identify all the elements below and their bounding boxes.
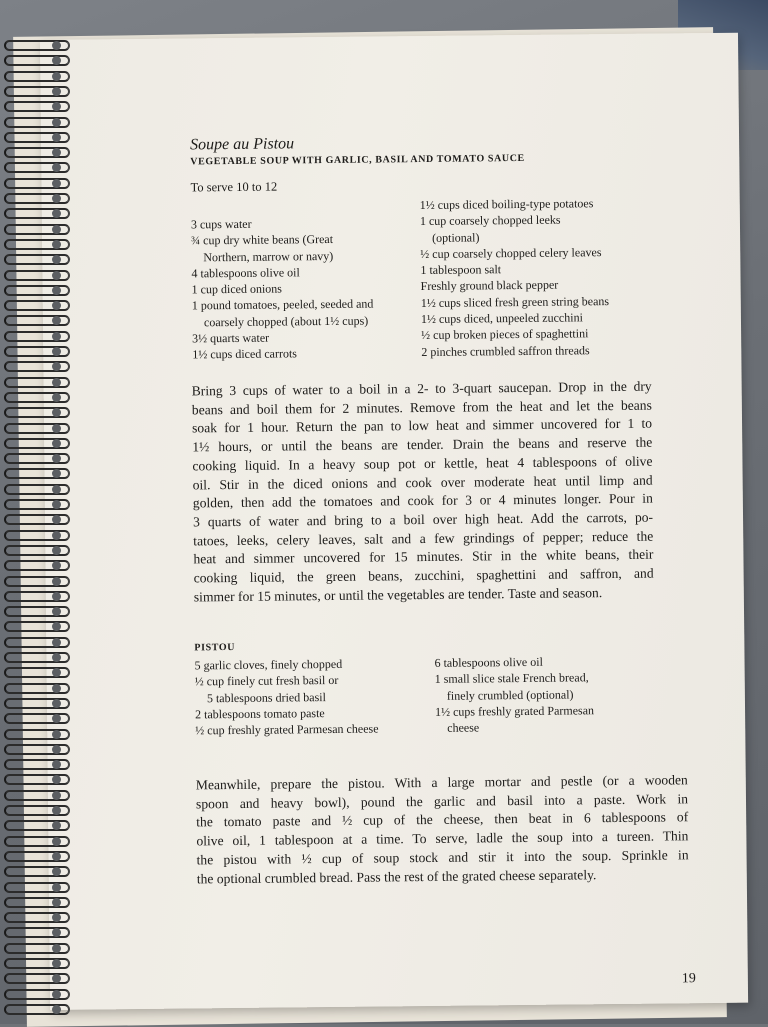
ingredient-line: 3½ quarts water <box>192 330 270 346</box>
ingredient-line: 2 tablespoons tomato paste <box>194 705 325 722</box>
punch-hole <box>52 225 61 234</box>
punch-hole <box>52 87 61 96</box>
text-line: golden, then add the tomatoes and cook for 3 or 4 minutes longer. Pour in <box>192 490 653 511</box>
punch-hole <box>52 332 61 341</box>
punch-hole <box>52 531 61 540</box>
pistou-method <box>196 771 689 888</box>
recipe-subtitle: VEGETABLE SOUP WITH GARLIC, BASIL AND TOMATO SAUCE <box>190 152 525 168</box>
punch-hole <box>52 424 61 433</box>
ingredient-line: Freshly ground black pepper <box>420 278 559 294</box>
ingredient-line: 1½ cups diced carrots <box>192 346 298 362</box>
text-line: Meanwhile, prepare the pistou. With a large mortar and pestle (or a wooden <box>195 772 688 793</box>
ingredient-line: coarsely chopped (about 1½ cups) <box>203 313 369 330</box>
ingredient-list-left <box>191 215 374 364</box>
pistou-heading: PISTOU <box>194 641 236 654</box>
punch-hole <box>52 959 61 968</box>
punch-hole <box>52 990 61 999</box>
punch-hole <box>52 485 61 494</box>
punch-hole <box>52 730 61 739</box>
text-line: heat and simmer uncovered for 15 minutes. Stir in the white beans, their <box>193 546 654 567</box>
cookbook-page <box>40 33 748 1010</box>
punch-hole <box>52 944 61 953</box>
text-line: spoon and heavy bowl), pound the garlic and basil into a paste. Work in <box>195 790 689 812</box>
text-line: the pistou with ½ cup of soup stock and stir it into the soup. Sprinkle in <box>196 847 689 868</box>
ingredient-line: 2 pinches crumbled saffron threads <box>421 342 590 359</box>
ingredient-line: (optional) <box>432 230 480 245</box>
text-line: cooking liquid. In a heavy soup pot or kettle, heat 4 tablespoons of olive <box>192 453 653 474</box>
ingredient-line: 1½ cups diced boiling-type potatoes <box>419 196 594 213</box>
pistou-ingredients-left <box>194 655 378 738</box>
punch-hole <box>52 852 61 861</box>
recipe-serves: To serve 10 to 12 <box>190 179 278 195</box>
punch-hole <box>52 286 61 295</box>
ingredient-line: 1 pound tomatoes, peeled, seeded and <box>191 297 374 313</box>
punch-hole <box>52 72 61 81</box>
punch-hole <box>52 791 61 800</box>
ingredient-line: finely crumbled (optional) <box>446 687 574 703</box>
punch-hole <box>52 592 61 601</box>
text-line: olive oil, 1 tablespoon at a time. To serve, ladle the soup into a tureen. Thin <box>196 828 689 849</box>
text-line: Bring 3 cups of water to a boil in a 2- to 3-quart saucepan. Drop in the dry <box>191 378 652 399</box>
text-line: 1½ hours, or until the beans are tender. Drain the beans and reserve the <box>192 434 653 455</box>
text-line: simmer for 15 minutes, or until the vegetables are tender. Taste and season. <box>193 584 603 605</box>
punch-hole <box>52 546 61 555</box>
punch-hole <box>52 194 61 203</box>
text-line: the tomato paste and ½ cup of the cheese, then beat in 6 tablespoons of <box>196 809 689 830</box>
punch-hole <box>52 378 61 387</box>
text-line: oil. Stir in the diced onions and cook over moderate heat until limp and <box>192 472 653 492</box>
punch-hole <box>52 179 61 188</box>
punch-hole <box>52 240 61 249</box>
punch-hole <box>52 393 61 402</box>
ingredient-line: Northern, marrow or navy) <box>203 248 334 264</box>
punch-hole <box>52 347 61 356</box>
ingredient-line: 1 small slice stale French bread, <box>434 670 589 687</box>
spiral-binding <box>0 40 80 1024</box>
ingredient-line: 4 tablespoons olive oil <box>191 265 300 281</box>
punch-hole <box>52 837 61 846</box>
ingredient-line: ½ cup coarsely chopped celery leaves <box>420 245 602 261</box>
ingredient-line: ½ cup broken pieces of spaghettini <box>421 326 589 343</box>
text-line: tatoes, leeks, celery leaves, salt and a few grindings of pepper; reduce the <box>193 528 654 549</box>
punch-hole <box>52 439 61 448</box>
page-content <box>145 93 696 987</box>
ingredient-line: ½ cup finely cut fresh basil or <box>194 673 339 689</box>
punch-hole <box>52 1005 61 1014</box>
ingredient-line: 6 tablespoons olive oil <box>434 654 543 670</box>
punch-hole <box>52 638 61 647</box>
punch-hole <box>52 806 61 815</box>
punch-hole <box>52 653 61 662</box>
ingredient-line: 1 tablespoon salt <box>420 262 502 278</box>
text-line: soak for 1 hour. Return the pan to low heat and simmer uncovered for 1 to <box>191 416 653 436</box>
recipe-title: Soupe au Pistou <box>190 135 295 154</box>
ingredient-line: ¾ cup dry white beans (Great <box>191 232 334 248</box>
punch-hole <box>52 898 61 907</box>
ingredient-line: ½ cup freshly grated Parmesan cheese <box>195 721 379 738</box>
punch-hole <box>52 577 61 586</box>
ingredient-line: 1 cup coarsely chopped leeks <box>419 212 561 229</box>
punch-hole <box>52 133 61 142</box>
punch-hole <box>52 684 61 693</box>
ingredient-line: 5 tablespoons dried basil <box>206 689 326 705</box>
ingredient-line: cheese <box>447 720 480 735</box>
ingredient-line: 5 garlic cloves, finely chopped <box>194 656 343 673</box>
recipe-method <box>192 378 654 607</box>
punch-hole <box>52 41 61 50</box>
ingredient-line: 1½ cups sliced fresh green string beans <box>420 293 610 310</box>
text-line: beans and boil them for 2 minutes. Remove from the heat and let the beans <box>191 397 652 418</box>
ingredient-line: 1 cup diced onions <box>191 281 283 297</box>
punch-hole <box>52 500 61 509</box>
page-number: 19 <box>681 971 696 987</box>
ingredient-line: 1½ cups freshly grated Parmesan <box>434 703 595 719</box>
punch-hole <box>52 745 61 754</box>
punch-hole <box>52 699 61 708</box>
text-line: 3 quarts of water and bring to a boil over high heat. Add the carrots, po- <box>192 509 654 530</box>
ingredient-line: 3 cups water <box>190 216 252 232</box>
ingredient-list-right <box>420 195 610 360</box>
pistou-ingredients-right <box>434 653 594 736</box>
ingredient-line: 1½ cups diced, unpeeled zucchini <box>420 310 583 327</box>
punch-hole <box>52 271 61 280</box>
text-line: cooking liquid, the green beans, zucchini, spaghettini and saffron, and <box>193 565 654 586</box>
punch-hole <box>52 118 61 127</box>
text-line: the optional crumbled bread. Pass the rest of the grated cheese separately. <box>196 866 597 886</box>
punch-hole <box>52 883 61 892</box>
